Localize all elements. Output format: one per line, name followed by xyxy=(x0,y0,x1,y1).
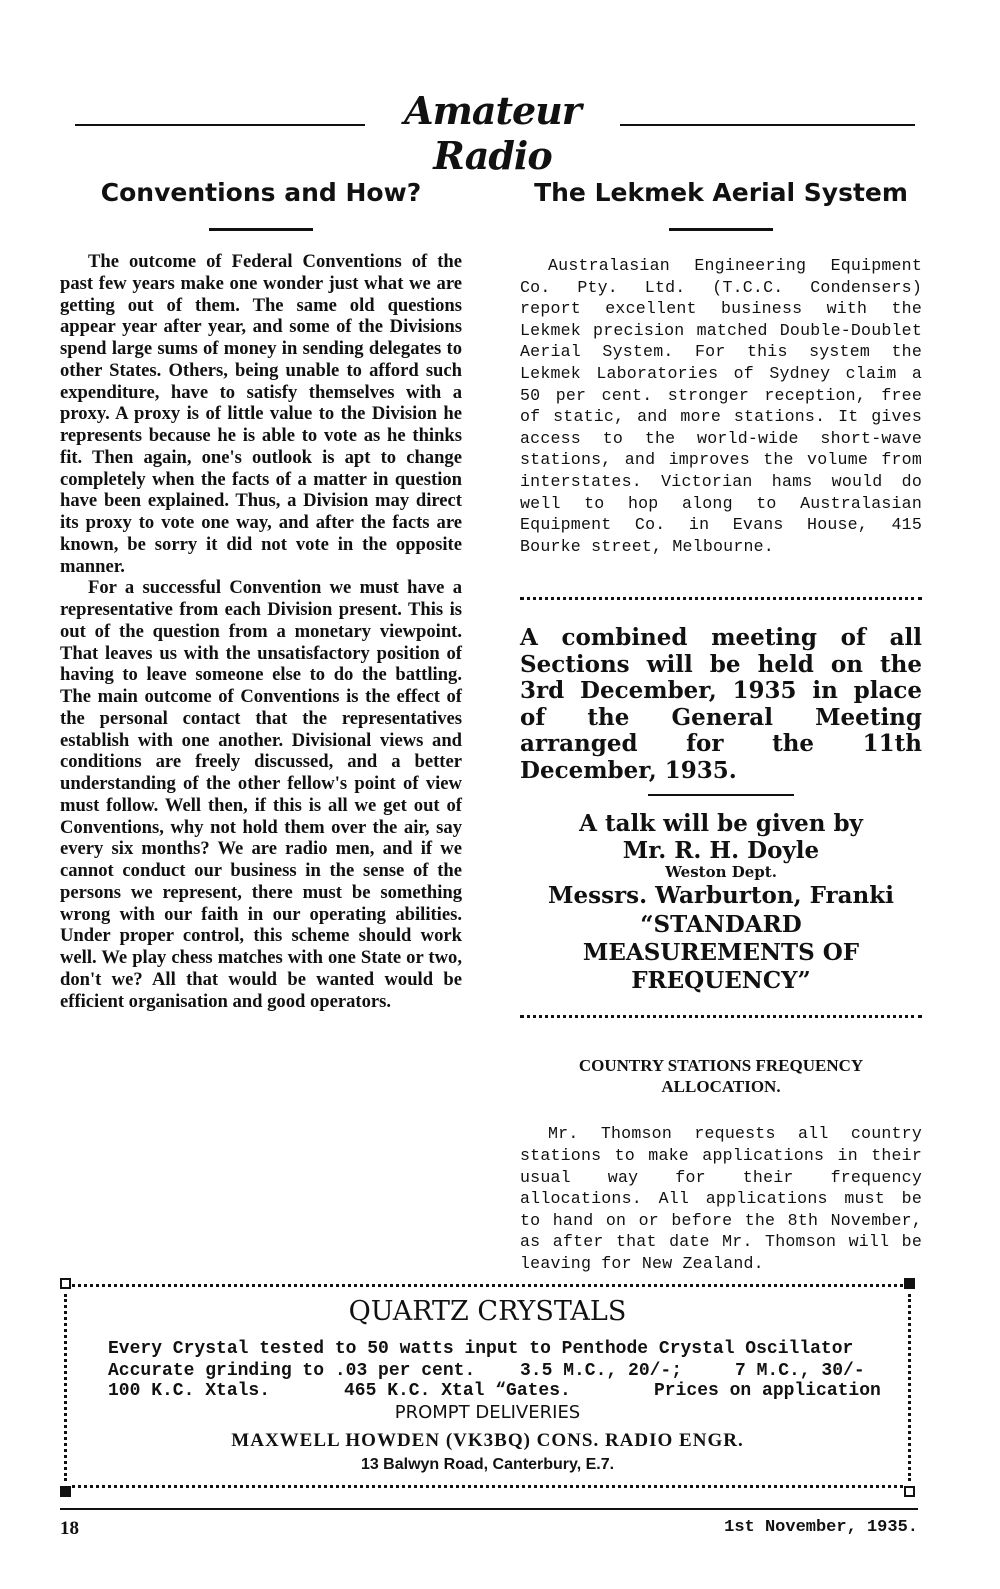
advert-465kc: 465 K.C. Xtal “Gates. xyxy=(344,1381,571,1401)
conventions-article xyxy=(60,172,462,1012)
page-number: 18 xyxy=(60,1518,79,1539)
speaker-name: Mr. R. H. Doyle xyxy=(622,837,820,865)
firm-name: Messrs. Warburton, Franki xyxy=(548,882,894,910)
advert-advertiser: MAXWELL HOWDEN (VK3BQ) CONS. RADIO ENGR. xyxy=(231,1430,744,1451)
advert-corner xyxy=(60,1278,71,1289)
talk-intro: A talk will be given by xyxy=(579,810,863,838)
conventions-paragraph-1: The outcome of Federal Conventions of the past few years make one wonder just what we are getting out of them. The same old questions appear year after year, and some of the Divisions spend large sums of money in sending delegates to other States. Others, being unable to afford such expenditure, have to satisfy themselves with a proxy. A proxy is of little value to the Division he represents because he is able to vote as he thinks fit. Then again, one's outlook is apt to change completely when the facts of a matter in question have been explained. Thus, a Division may direct its proxy to vote one way, and after the facts are known, be sorry it did not vote in the opposite manner. xyxy=(60,251,462,577)
country-stations-heading-1: COUNTRY STATIONS FREQUENCY xyxy=(578,1056,864,1076)
speaker-affiliation: Weston Dept. xyxy=(665,863,777,882)
advert-prices: Prices on application xyxy=(654,1381,881,1401)
advert-100kc: 100 K.C. Xtals. xyxy=(108,1381,271,1401)
advert-line-1: Every Crystal tested to 50 watts input to Penthode Crystal Oscillator xyxy=(108,1339,854,1359)
right-column xyxy=(520,172,922,1274)
talk-topic-line-1: “STANDARD xyxy=(640,911,802,939)
advert-corner xyxy=(904,1486,915,1497)
talk-topic-line-3: FREQUENCY” xyxy=(631,967,811,995)
quartz-crystals-advert xyxy=(60,1276,915,1499)
advert-address: 13 Balwyn Road, Canterbury, E.7. xyxy=(360,1456,615,1473)
advert-corner xyxy=(60,1486,71,1497)
masthead-rule-left xyxy=(75,124,365,126)
masthead xyxy=(75,88,915,178)
masthead-rule-right xyxy=(620,124,915,126)
issue-date: 1st November, 1935. xyxy=(724,1518,918,1537)
advert-accuracy: Accurate grinding to .03 per cent. xyxy=(108,1361,476,1381)
advert-border xyxy=(72,1284,903,1290)
advert-title: QUARTZ CRYSTALS xyxy=(348,1296,627,1327)
advert-border xyxy=(72,1485,903,1491)
meeting-notice: A combined meeting of all Sections will be held on the 3rd December, 1935 in place of the General Meeting arranged for the 11th December, 1935. xyxy=(520,624,922,784)
lekmek-body: Australasian Engineering Equipment Co. Pty. Ltd. (T.C.C. Condensers) report excellent business with the Lekmek precision matched Double-Doublet Aerial System. For this system the Lekmek Laboratories of Sydney claim a 50 per cent. stronger reception, free of static, and more stations. It gives access to the world-wide short-wave stations, and improves the volume from interstates. Victorian hams would do well to hop along to Australasian Equipment Co. in Evans House, 415 Bourke street, Melbourne. xyxy=(520,256,922,556)
masthead-title: Amateur Radio xyxy=(404,88,581,178)
advert-deliveries: PROMPT DELIVERIES xyxy=(394,1402,581,1423)
lekmek-headline: The Lekmek Aerial System xyxy=(534,178,908,207)
country-stations-body: Mr. Thomson requests all country stations to make applications in their usual way for their frequency allocations. All applications must be to hand on or before the 8th November, as after that date Mr. Thomson will be leaving for New Zealand. xyxy=(520,1124,922,1273)
advert-corner xyxy=(904,1278,915,1289)
advert-price-35mc: 3.5 M.C., 20/-; xyxy=(520,1361,683,1381)
conventions-paragraph-2: For a successful Convention we must have a representative from each Division present. This is out of the question from a monetary viewpoint. That leaves us with the unsatisfactory position of having to leave someone else to do the battling. The main outcome of Conventions is the effect of the personal contact that the representatives establish with one another. Divisional views and conditions are freely discussed, and a better understanding of the other fellow's point of view must follow. Well then, if this is all we get out of Conventions, why not hold them over the air, say every six months? We are radio men, and if we cannot conduct our business in the sense of the persons we represent, there must be something wrong with our faith in our operating abilities. Under proper control, this scheme should work well. We play chess matches with one State or two, don't we? All that would be wanted would be efficient organisation and good operators. xyxy=(60,577,462,1012)
advert-row-2 xyxy=(108,1361,873,1381)
talk-topic-line-2: MEASUREMENTS OF xyxy=(582,939,860,967)
conventions-headline: Conventions and How? xyxy=(100,178,422,207)
country-stations-heading-2: ALLOCATION. xyxy=(661,1077,781,1097)
advert-row-3 xyxy=(108,1381,881,1401)
advert-price-7mc: 7 M.C., 30/- xyxy=(735,1361,865,1381)
footer-rule xyxy=(60,1508,918,1510)
